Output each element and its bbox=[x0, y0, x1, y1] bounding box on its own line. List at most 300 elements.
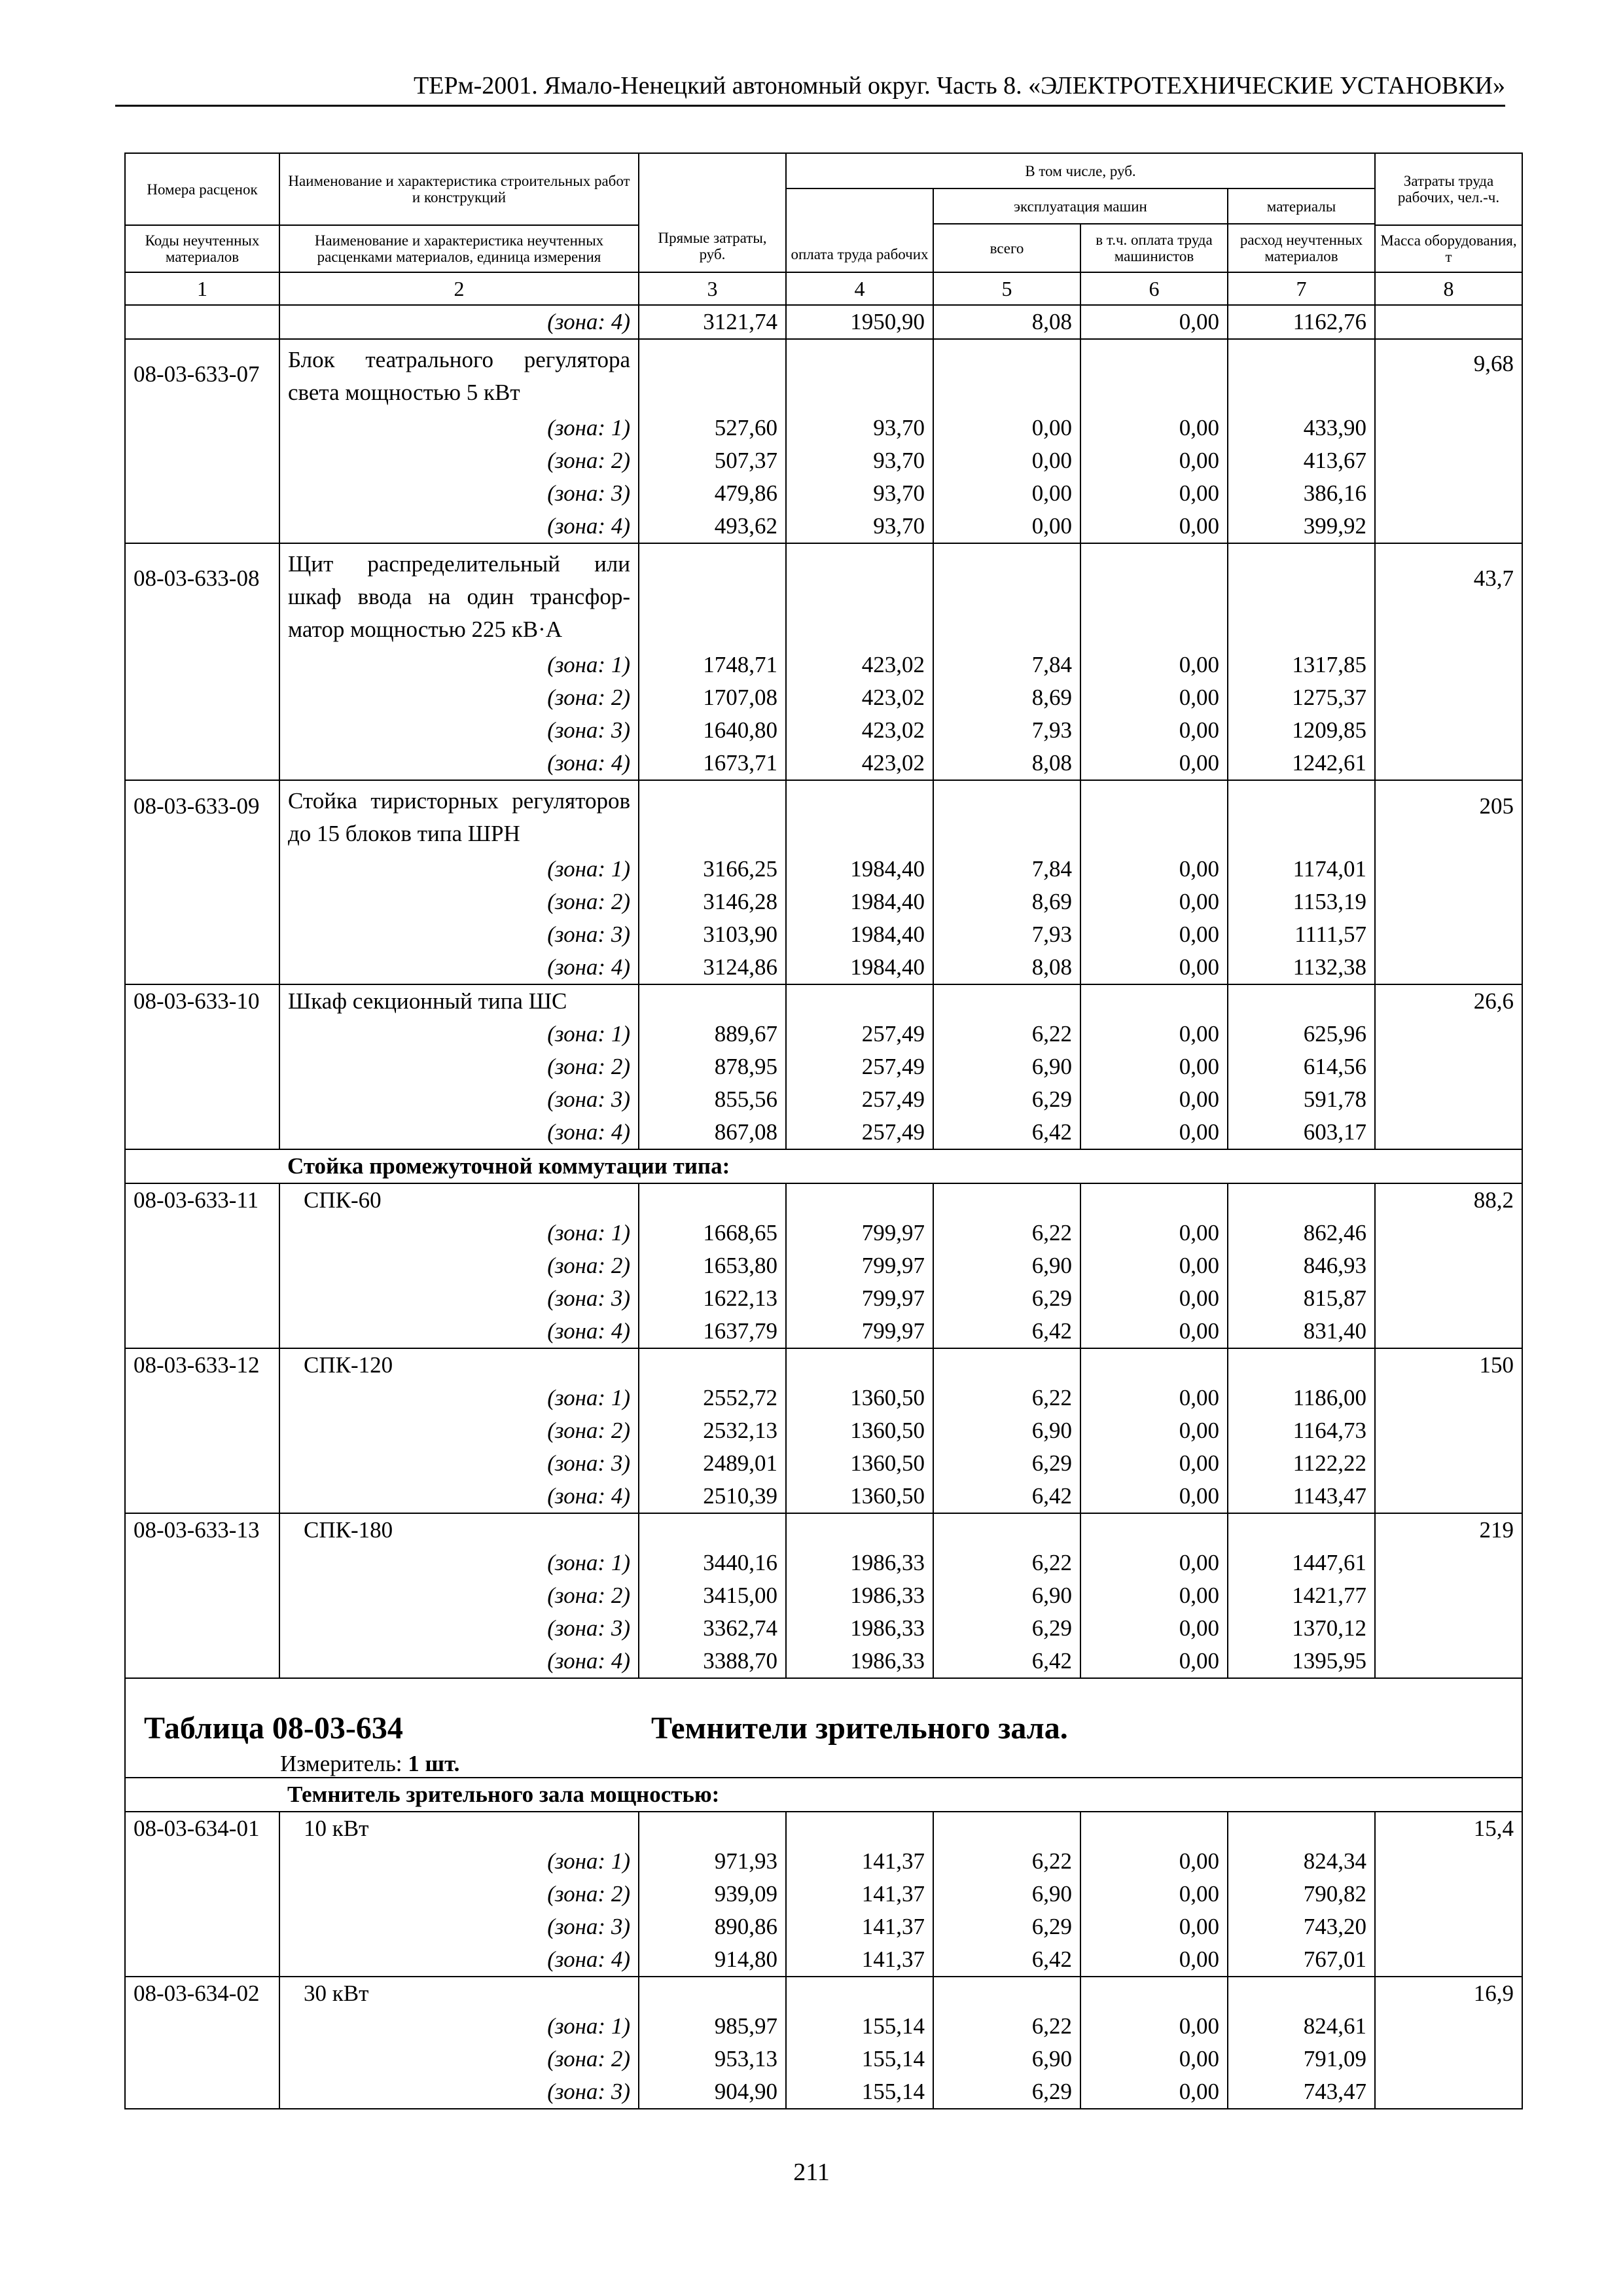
labor-pay: 1360,50 bbox=[786, 1447, 933, 1480]
zone-label: (зона: 3) bbox=[279, 714, 639, 747]
table-row bbox=[125, 1579, 1522, 1612]
table-row bbox=[125, 1050, 1522, 1083]
machinist-pay: 0,00 bbox=[1080, 444, 1228, 477]
machine-total: 6,90 bbox=[933, 1579, 1080, 1612]
col-machine-ops: эксплуатация машин bbox=[933, 188, 1228, 224]
colnum: 4 bbox=[786, 272, 933, 305]
rate-code: 08-03-633-08 bbox=[125, 543, 279, 649]
table-title-block bbox=[126, 1679, 1522, 1777]
direct-costs: 867,08 bbox=[639, 1116, 786, 1149]
rate-code: 08-03-633-11 bbox=[125, 1183, 279, 1217]
table-row bbox=[125, 1612, 1522, 1645]
labor-pay: 1984,40 bbox=[786, 886, 933, 918]
machinist-pay: 0,00 bbox=[1080, 2043, 1228, 2075]
col-unaccounted-names: Наименование и характеристика неучтенных расценками материалов, единица измерения bbox=[279, 225, 639, 272]
machine-total: 6,42 bbox=[933, 1480, 1080, 1513]
zone-label: (зона: 4) bbox=[279, 305, 639, 339]
machine-total: 6,42 bbox=[933, 1315, 1080, 1348]
machinist-pay: 0,00 bbox=[1080, 886, 1228, 918]
materials-cost: 1122,22 bbox=[1228, 1447, 1375, 1480]
machinist-pay: 0,00 bbox=[1080, 1547, 1228, 1579]
machine-total: 7,93 bbox=[933, 918, 1080, 951]
labor-pay: 141,37 bbox=[786, 1878, 933, 1910]
direct-costs: 855,56 bbox=[639, 1083, 786, 1116]
machine-total: 6,29 bbox=[933, 2075, 1080, 2109]
table-row bbox=[125, 305, 1522, 339]
machine-total: 8,08 bbox=[933, 305, 1080, 339]
materials-cost: 591,78 bbox=[1228, 1083, 1375, 1116]
labor-pay: 423,02 bbox=[786, 714, 933, 747]
labor-pay: 1984,40 bbox=[786, 951, 933, 984]
materials-cost: 614,56 bbox=[1228, 1050, 1375, 1083]
direct-costs: 1707,08 bbox=[639, 681, 786, 714]
colnum: 2 bbox=[279, 272, 639, 305]
rate-code: 08-03-633-07 bbox=[125, 339, 279, 412]
section-heading-row bbox=[125, 1778, 1522, 1812]
machinist-pay: 0,00 bbox=[1080, 1018, 1228, 1050]
direct-costs: 3124,86 bbox=[639, 951, 786, 984]
direct-costs: 914,80 bbox=[639, 1943, 786, 1977]
table-row bbox=[125, 1910, 1522, 1943]
machine-total: 8,08 bbox=[933, 747, 1080, 780]
machinist-pay: 0,00 bbox=[1080, 1116, 1228, 1149]
labor-pay: 257,49 bbox=[786, 1050, 933, 1083]
zone-label: (зона: 2) bbox=[279, 1579, 639, 1612]
table-row bbox=[125, 1480, 1522, 1513]
table-header bbox=[125, 153, 1522, 305]
materials-cost: 1395,95 bbox=[1228, 1645, 1375, 1678]
machine-total: 7,84 bbox=[933, 649, 1080, 681]
labor-pay: 423,02 bbox=[786, 747, 933, 780]
machinist-pay: 0,00 bbox=[1080, 714, 1228, 747]
direct-costs: 1622,13 bbox=[639, 1282, 786, 1315]
section-heading: Темнитель зрительного зала мощностью: bbox=[279, 1778, 1522, 1812]
direct-costs: 953,13 bbox=[639, 2043, 786, 2075]
zone-label: (зона: 3) bbox=[279, 1083, 639, 1116]
zone-label: (зона: 2) bbox=[279, 444, 639, 477]
labor-pay: 93,70 bbox=[786, 444, 933, 477]
direct-costs: 939,09 bbox=[639, 1878, 786, 1910]
table-row bbox=[125, 1447, 1522, 1480]
zone-label: (зона: 1) bbox=[279, 853, 639, 886]
machinist-pay: 0,00 bbox=[1080, 2075, 1228, 2109]
machine-total: 6,90 bbox=[933, 2043, 1080, 2075]
machine-total: 7,84 bbox=[933, 853, 1080, 886]
table-description: Темнители зрительного зала. bbox=[651, 1711, 1068, 1746]
labor-pay: 93,70 bbox=[786, 412, 933, 444]
machine-total: 6,22 bbox=[933, 1845, 1080, 1878]
machine-total: 6,29 bbox=[933, 1282, 1080, 1315]
zone-label: (зона: 4) bbox=[279, 1315, 639, 1348]
direct-costs: 2532,13 bbox=[639, 1414, 786, 1447]
table-row bbox=[125, 1845, 1522, 1878]
labor-costs: 16,9 bbox=[1375, 1977, 1522, 2010]
col-direct-costs: Прямые затраты, руб. bbox=[639, 153, 786, 272]
labor-pay: 1986,33 bbox=[786, 1612, 933, 1645]
machinist-pay: 0,00 bbox=[1080, 412, 1228, 444]
table-row bbox=[125, 1414, 1522, 1447]
direct-costs: 2489,01 bbox=[639, 1447, 786, 1480]
labor-pay: 1986,33 bbox=[786, 1579, 933, 1612]
table-row bbox=[125, 918, 1522, 951]
labor-costs: 150 bbox=[1375, 1348, 1522, 1382]
col-rate-numbers: Номера расценок bbox=[125, 153, 279, 225]
table-row bbox=[125, 1249, 1522, 1282]
table-title-row bbox=[125, 1678, 1522, 1778]
labor-costs: 43,7 bbox=[1375, 543, 1522, 649]
direct-costs: 3146,28 bbox=[639, 886, 786, 918]
machinist-pay: 0,00 bbox=[1080, 1845, 1228, 1878]
direct-costs: 1640,80 bbox=[639, 714, 786, 747]
direct-costs: 3103,90 bbox=[639, 918, 786, 951]
labor-pay: 799,97 bbox=[786, 1249, 933, 1282]
direct-costs: 2552,72 bbox=[639, 1382, 786, 1414]
materials-cost: 386,16 bbox=[1228, 477, 1375, 510]
machine-total: 6,42 bbox=[933, 1645, 1080, 1678]
table-row bbox=[125, 714, 1522, 747]
labor-pay: 1360,50 bbox=[786, 1414, 933, 1447]
machinist-pay: 0,00 bbox=[1080, 1414, 1228, 1447]
materials-cost: 862,46 bbox=[1228, 1217, 1375, 1249]
colnum: 3 bbox=[639, 272, 786, 305]
labor-pay: 257,49 bbox=[786, 1018, 933, 1050]
direct-costs: 1673,71 bbox=[639, 747, 786, 780]
table-row bbox=[125, 886, 1522, 918]
section-heading-row bbox=[125, 1149, 1522, 1183]
rates-table bbox=[124, 152, 1523, 2109]
table-row bbox=[125, 1382, 1522, 1414]
rate-code: 08-03-633-10 bbox=[125, 984, 279, 1018]
zone-label: (зона: 2) bbox=[279, 2043, 639, 2075]
colnum: 5 bbox=[933, 272, 1080, 305]
zone-label: (зона: 2) bbox=[279, 1249, 639, 1282]
machine-total: 6,29 bbox=[933, 1612, 1080, 1645]
table-row bbox=[125, 1943, 1522, 1977]
machine-total: 6,22 bbox=[933, 2010, 1080, 2043]
zone-label: (зона: 3) bbox=[279, 918, 639, 951]
direct-costs: 3121,74 bbox=[639, 305, 786, 339]
table-row bbox=[125, 1217, 1522, 1249]
direct-costs: 507,37 bbox=[639, 444, 786, 477]
machine-total: 6,90 bbox=[933, 1878, 1080, 1910]
machinist-pay: 0,00 bbox=[1080, 1217, 1228, 1249]
labor-costs: 88,2 bbox=[1375, 1183, 1522, 1217]
zone-label: (зона: 4) bbox=[279, 951, 639, 984]
col-unaccounted-codes: Коды неучтенных материалов bbox=[125, 225, 279, 272]
direct-costs: 3440,16 bbox=[639, 1547, 786, 1579]
materials-cost: 413,67 bbox=[1228, 444, 1375, 477]
col-including: В том числе, руб. bbox=[786, 153, 1375, 188]
machinist-pay: 0,00 bbox=[1080, 1910, 1228, 1943]
labor-pay: 155,14 bbox=[786, 2075, 933, 2109]
work-name: Блок театрального регулятора света мощностью 5 кВт bbox=[279, 339, 639, 412]
machinist-pay: 0,00 bbox=[1080, 1083, 1228, 1116]
table-row bbox=[125, 1645, 1522, 1678]
table-row bbox=[125, 1116, 1522, 1149]
table-title: Таблица 08-03-634 bbox=[144, 1711, 403, 1746]
zone-label: (зона: 2) bbox=[279, 886, 639, 918]
machine-total: 0,00 bbox=[933, 412, 1080, 444]
machinist-pay: 0,00 bbox=[1080, 1480, 1228, 1513]
materials-cost: 1317,85 bbox=[1228, 649, 1375, 681]
zone-label: (зона: 3) bbox=[279, 1612, 639, 1645]
zone-label: (зона: 4) bbox=[279, 1480, 639, 1513]
materials-cost: 1242,61 bbox=[1228, 747, 1375, 780]
labor-pay: 257,49 bbox=[786, 1083, 933, 1116]
machine-total: 6,22 bbox=[933, 1382, 1080, 1414]
rate-code: 08-03-634-01 bbox=[125, 1812, 279, 1845]
direct-costs: 3388,70 bbox=[639, 1645, 786, 1678]
measure bbox=[280, 1749, 459, 1778]
table-row bbox=[125, 510, 1522, 543]
direct-costs: 878,95 bbox=[639, 1050, 786, 1083]
col-labor-costs: Затраты труда рабочих, чел.-ч. bbox=[1375, 153, 1522, 225]
labor-pay: 1950,90 bbox=[786, 305, 933, 339]
machinist-pay: 0,00 bbox=[1080, 747, 1228, 780]
machine-total: 0,00 bbox=[933, 444, 1080, 477]
work-name: Шкаф секционный типа ШС bbox=[279, 984, 639, 1018]
labor-pay: 1360,50 bbox=[786, 1480, 933, 1513]
zone-label: (зона: 4) bbox=[279, 1645, 639, 1678]
machinist-pay: 0,00 bbox=[1080, 2010, 1228, 2043]
zone-label: (зона: 1) bbox=[279, 1018, 639, 1050]
direct-costs: 1748,71 bbox=[639, 649, 786, 681]
direct-costs: 1637,79 bbox=[639, 1315, 786, 1348]
work-name: СПК-120 bbox=[279, 1348, 639, 1382]
machine-total: 6,90 bbox=[933, 1050, 1080, 1083]
direct-costs: 479,86 bbox=[639, 477, 786, 510]
direct-costs: 3362,74 bbox=[639, 1612, 786, 1645]
rate-code: 08-03-633-13 bbox=[125, 1513, 279, 1547]
table-row bbox=[125, 649, 1522, 681]
materials-cost: 824,34 bbox=[1228, 1845, 1375, 1878]
measure-value: 1 шт. bbox=[408, 1751, 460, 1776]
zone-label: (зона: 4) bbox=[279, 510, 639, 543]
machinist-pay: 0,00 bbox=[1080, 918, 1228, 951]
machinist-pay: 0,00 bbox=[1080, 1447, 1228, 1480]
materials-cost: 743,20 bbox=[1228, 1910, 1375, 1943]
table-row bbox=[125, 1315, 1522, 1348]
zone-label: (зона: 3) bbox=[279, 1282, 639, 1315]
labor-pay: 799,97 bbox=[786, 1217, 933, 1249]
materials-cost: 1132,38 bbox=[1228, 951, 1375, 984]
zone-label: (зона: 4) bbox=[279, 747, 639, 780]
machine-total: 6,90 bbox=[933, 1249, 1080, 1282]
machinist-pay: 0,00 bbox=[1080, 510, 1228, 543]
machinist-pay: 0,00 bbox=[1080, 477, 1228, 510]
zone-label: (зона: 2) bbox=[279, 1414, 639, 1447]
materials-cost: 1164,73 bbox=[1228, 1414, 1375, 1447]
machine-total: 6,29 bbox=[933, 1083, 1080, 1116]
zone-label: (зона: 1) bbox=[279, 1382, 639, 1414]
machine-total: 6,90 bbox=[933, 1414, 1080, 1447]
table-row bbox=[125, 681, 1522, 714]
labor-pay: 799,97 bbox=[786, 1315, 933, 1348]
labor-pay: 423,02 bbox=[786, 649, 933, 681]
materials-cost: 1153,19 bbox=[1228, 886, 1375, 918]
col-machine-total: всего bbox=[933, 224, 1080, 272]
machine-total: 6,42 bbox=[933, 1943, 1080, 1977]
materials-cost: 1209,85 bbox=[1228, 714, 1375, 747]
work-name: Стойка тиристорных регуляторов до 15 блоков типа ШРН bbox=[279, 780, 639, 853]
labor-costs: 219 bbox=[1375, 1513, 1522, 1547]
machinist-pay: 0,00 bbox=[1080, 1612, 1228, 1645]
machine-total: 6,42 bbox=[933, 1116, 1080, 1149]
table-body bbox=[125, 305, 1522, 2109]
table-row bbox=[125, 1183, 1522, 1217]
zone-label: (зона: 2) bbox=[279, 681, 639, 714]
machinist-pay: 0,00 bbox=[1080, 1315, 1228, 1348]
labor-pay: 141,37 bbox=[786, 1910, 933, 1943]
table-row bbox=[125, 1878, 1522, 1910]
labor-costs: 205 bbox=[1375, 780, 1522, 853]
work-name: СПК-60 bbox=[279, 1183, 639, 1217]
col-materials-spend: расход неучтенных материалов bbox=[1228, 224, 1375, 272]
rate-code: 08-03-634-02 bbox=[125, 1977, 279, 2010]
materials-cost: 791,09 bbox=[1228, 2043, 1375, 2075]
machine-total: 6,22 bbox=[933, 1018, 1080, 1050]
labor-pay: 93,70 bbox=[786, 477, 933, 510]
labor-pay: 1360,50 bbox=[786, 1382, 933, 1414]
zone-label: (зона: 3) bbox=[279, 2075, 639, 2109]
machinist-pay: 0,00 bbox=[1080, 681, 1228, 714]
colnum: 7 bbox=[1228, 272, 1375, 305]
machinist-pay: 0,00 bbox=[1080, 1050, 1228, 1083]
table-row bbox=[125, 984, 1522, 1018]
labor-pay: 1986,33 bbox=[786, 1645, 933, 1678]
materials-cost: 1143,47 bbox=[1228, 1480, 1375, 1513]
labor-pay: 257,49 bbox=[786, 1116, 933, 1149]
col-machinist-pay: в т.ч. оплата труда машинистов bbox=[1080, 224, 1228, 272]
materials-cost: 603,17 bbox=[1228, 1116, 1375, 1149]
work-name: 10 кВт bbox=[279, 1812, 639, 1845]
machine-total: 8,69 bbox=[933, 886, 1080, 918]
machinist-pay: 0,00 bbox=[1080, 1282, 1228, 1315]
materials-cost: 846,93 bbox=[1228, 1249, 1375, 1282]
materials-cost: 433,90 bbox=[1228, 412, 1375, 444]
direct-costs: 493,62 bbox=[639, 510, 786, 543]
labor-pay: 1984,40 bbox=[786, 918, 933, 951]
machine-total: 8,69 bbox=[933, 681, 1080, 714]
labor-costs: 26,6 bbox=[1375, 984, 1522, 1018]
zone-label: (зона: 2) bbox=[279, 1878, 639, 1910]
machinist-pay: 0,00 bbox=[1080, 305, 1228, 339]
labor-costs: 9,68 bbox=[1375, 339, 1522, 412]
colnum: 6 bbox=[1080, 272, 1228, 305]
table-row bbox=[125, 1083, 1522, 1116]
table-row bbox=[125, 747, 1522, 780]
zone-label: (зона: 1) bbox=[279, 649, 639, 681]
table-row bbox=[125, 1812, 1522, 1845]
materials-cost: 824,61 bbox=[1228, 2010, 1375, 2043]
table-row bbox=[125, 951, 1522, 984]
direct-costs: 527,60 bbox=[639, 412, 786, 444]
section-heading: Стойка промежуточной коммутации типа: bbox=[279, 1149, 1522, 1183]
labor-pay: 141,37 bbox=[786, 1845, 933, 1878]
direct-costs: 985,97 bbox=[639, 2010, 786, 2043]
col-labor-pay: оплата труда рабочих bbox=[786, 188, 933, 272]
table-row bbox=[125, 2010, 1522, 2043]
labor-pay: 1986,33 bbox=[786, 1547, 933, 1579]
direct-costs: 3166,25 bbox=[639, 853, 786, 886]
machinist-pay: 0,00 bbox=[1080, 1645, 1228, 1678]
materials-cost: 399,92 bbox=[1228, 510, 1375, 543]
rate-code: 08-03-633-12 bbox=[125, 1348, 279, 1382]
zone-label: (зона: 3) bbox=[279, 1447, 639, 1480]
machine-total: 0,00 bbox=[933, 510, 1080, 543]
materials-cost: 1421,77 bbox=[1228, 1579, 1375, 1612]
machine-total: 7,93 bbox=[933, 714, 1080, 747]
materials-cost: 1447,61 bbox=[1228, 1547, 1375, 1579]
materials-cost: 815,87 bbox=[1228, 1282, 1375, 1315]
materials-cost: 1174,01 bbox=[1228, 853, 1375, 886]
materials-cost: 831,40 bbox=[1228, 1315, 1375, 1348]
zone-label: (зона: 3) bbox=[279, 477, 639, 510]
colnum: 8 bbox=[1375, 272, 1522, 305]
machine-total: 6,22 bbox=[933, 1547, 1080, 1579]
zone-label: (зона: 3) bbox=[279, 1910, 639, 1943]
table-row bbox=[125, 1348, 1522, 1382]
measure-label: Измеритель: bbox=[280, 1751, 402, 1776]
labor-pay: 93,70 bbox=[786, 510, 933, 543]
labor-pay: 799,97 bbox=[786, 1282, 933, 1315]
direct-costs: 889,67 bbox=[639, 1018, 786, 1050]
materials-cost: 743,47 bbox=[1228, 2075, 1375, 2109]
direct-costs: 2510,39 bbox=[639, 1480, 786, 1513]
direct-costs: 1653,80 bbox=[639, 1249, 786, 1282]
zone-label: (зона: 1) bbox=[279, 1845, 639, 1878]
labor-pay: 155,14 bbox=[786, 2010, 933, 2043]
table-row bbox=[125, 477, 1522, 510]
col-materials: материалы bbox=[1228, 188, 1375, 224]
machinist-pay: 0,00 bbox=[1080, 951, 1228, 984]
zone-label: (зона: 1) bbox=[279, 1217, 639, 1249]
page-number: 211 bbox=[793, 2159, 830, 2186]
machine-total: 6,22 bbox=[933, 1217, 1080, 1249]
table-row bbox=[125, 2043, 1522, 2075]
materials-cost: 1162,76 bbox=[1228, 305, 1375, 339]
work-name: СПК-180 bbox=[279, 1513, 639, 1547]
work-name: 30 кВт bbox=[279, 1977, 639, 2010]
materials-cost: 625,96 bbox=[1228, 1018, 1375, 1050]
materials-cost: 1275,37 bbox=[1228, 681, 1375, 714]
machinist-pay: 0,00 bbox=[1080, 1943, 1228, 1977]
rate-code: 08-03-633-09 bbox=[125, 780, 279, 853]
machine-total: 6,29 bbox=[933, 1910, 1080, 1943]
colnum: 1 bbox=[125, 272, 279, 305]
table-row bbox=[125, 1018, 1522, 1050]
table-row bbox=[125, 1513, 1522, 1547]
zone-label: (зона: 1) bbox=[279, 2010, 639, 2043]
direct-costs: 890,86 bbox=[639, 1910, 786, 1943]
machinist-pay: 0,00 bbox=[1080, 853, 1228, 886]
col-equipment-mass: Масса оборудования, т bbox=[1375, 225, 1522, 272]
direct-costs: 3415,00 bbox=[639, 1579, 786, 1612]
labor-pay: 155,14 bbox=[786, 2043, 933, 2075]
direct-costs: 904,90 bbox=[639, 2075, 786, 2109]
table-row bbox=[125, 543, 1522, 649]
running-header: ТЕРм-2001. Ямало-Ненецкий автономный округ. Часть 8. «ЭЛЕКТРОТЕХНИЧЕСКИЕ УСТАНОВКИ» bbox=[115, 71, 1505, 107]
machinist-pay: 0,00 bbox=[1080, 649, 1228, 681]
labor-pay: 141,37 bbox=[786, 1943, 933, 1977]
zone-label: (зона: 4) bbox=[279, 1116, 639, 1149]
col-work-name: Наименование и характеристика строительных работ и конструкций bbox=[279, 153, 639, 225]
labor-pay: 1984,40 bbox=[786, 853, 933, 886]
table-row bbox=[125, 412, 1522, 444]
machinist-pay: 0,00 bbox=[1080, 1382, 1228, 1414]
direct-costs: 971,93 bbox=[639, 1845, 786, 1878]
table-row bbox=[125, 780, 1522, 853]
